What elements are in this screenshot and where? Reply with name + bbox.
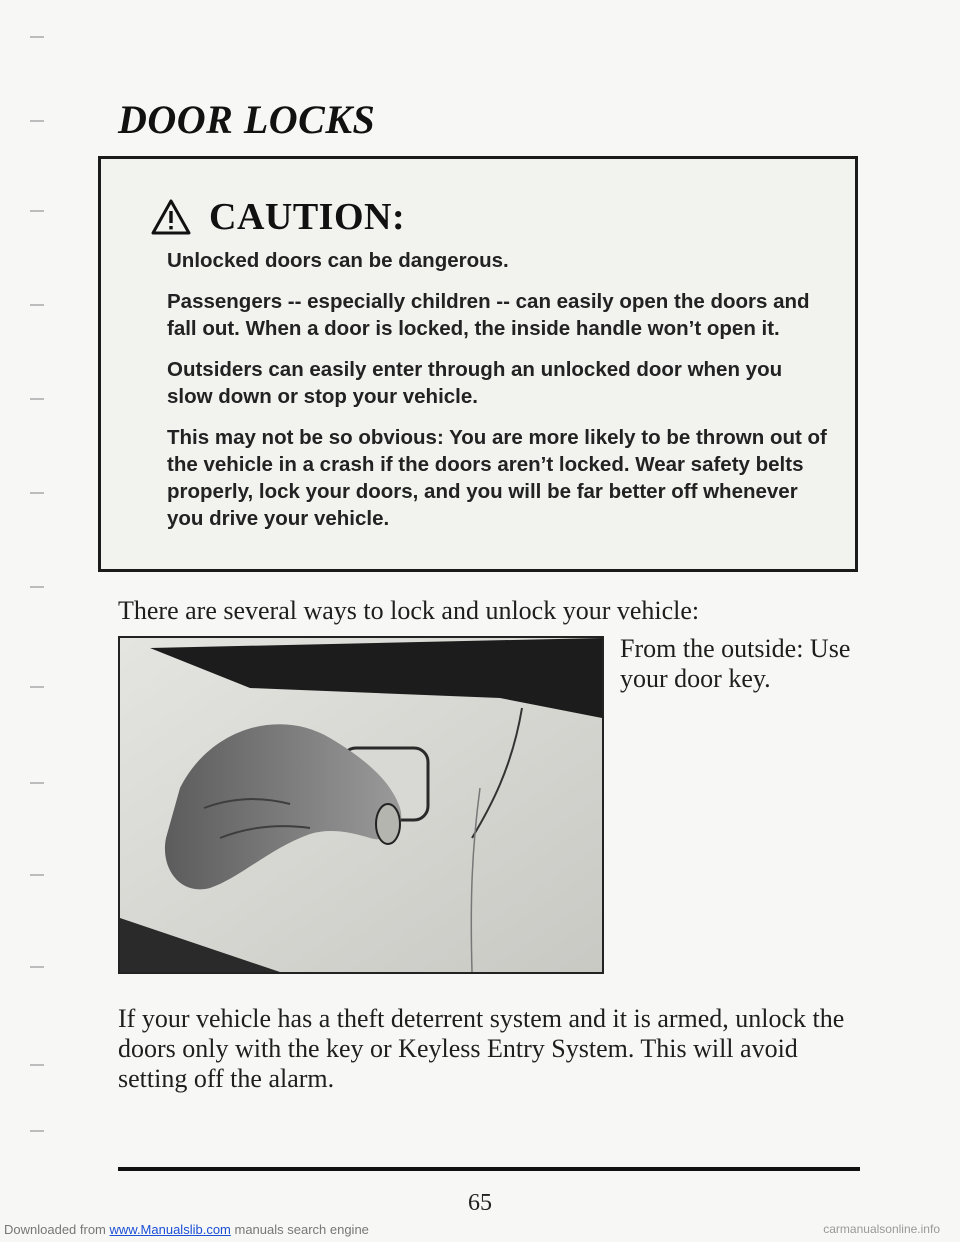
margin-mark bbox=[30, 36, 44, 38]
margin-mark bbox=[30, 120, 44, 122]
margin-mark bbox=[30, 1064, 44, 1066]
caution-paragraph: Unlocked doors can be dangerous. bbox=[167, 249, 509, 272]
caution-body bbox=[167, 247, 827, 546]
caution-label: CAUTION: bbox=[209, 196, 406, 238]
theft-deterrent-paragraph: If your vehicle has a theft deterrent system and it is armed, unlock the doors only with the key or Keyless Entry System. This will avoid setting off the alarm. bbox=[118, 1004, 845, 1093]
intro-text: There are several ways to lock and unlock your vehicle: bbox=[118, 596, 700, 625]
caution-heading bbox=[151, 195, 405, 239]
margin-mark bbox=[30, 1130, 44, 1132]
margin-mark bbox=[30, 782, 44, 784]
download-prefix: Downloaded from bbox=[4, 1222, 110, 1237]
page-number: 65 bbox=[468, 1190, 492, 1216]
download-suffix: manuals search engine bbox=[230, 1222, 369, 1237]
side-caption: From the outside: Use your door key. bbox=[620, 634, 851, 693]
margin-mark bbox=[30, 492, 44, 494]
caution-paragraph: Outsiders can easily enter through an unlocked door when you slow down or stop your vehicle. bbox=[167, 358, 783, 408]
download-note bbox=[4, 1222, 369, 1237]
page-title: DOOR LOCKS bbox=[118, 97, 376, 142]
margin-mark bbox=[30, 210, 44, 212]
caution-paragraph: This may not be so obvious: You are more likely to be thrown out of the vehicle in a crash if the doors aren’t locked. Wear safety belts properly, lock your doors, and you will be far better off whenever you drive your vehicle. bbox=[167, 426, 827, 530]
margin-mark bbox=[30, 398, 44, 400]
margin-mark bbox=[30, 304, 44, 306]
door-key-illustration bbox=[120, 638, 602, 972]
footer-rule bbox=[118, 1167, 860, 1171]
door-key-photo bbox=[118, 636, 604, 974]
watermark: carmanualsonline.info bbox=[823, 1222, 940, 1236]
margin-mark bbox=[30, 874, 44, 876]
margin-mark bbox=[30, 966, 44, 968]
margin-mark bbox=[30, 686, 44, 688]
caution-paragraph: Passengers -- especially children -- can easily open the doors and fall out. When a door is locked, the inside handle won’t open it. bbox=[167, 290, 810, 340]
margin-mark bbox=[30, 586, 44, 588]
caution-box bbox=[98, 156, 858, 572]
manualslib-link[interactable]: www.Manualslib.com bbox=[109, 1222, 231, 1237]
warning-triangle-icon bbox=[151, 199, 191, 235]
